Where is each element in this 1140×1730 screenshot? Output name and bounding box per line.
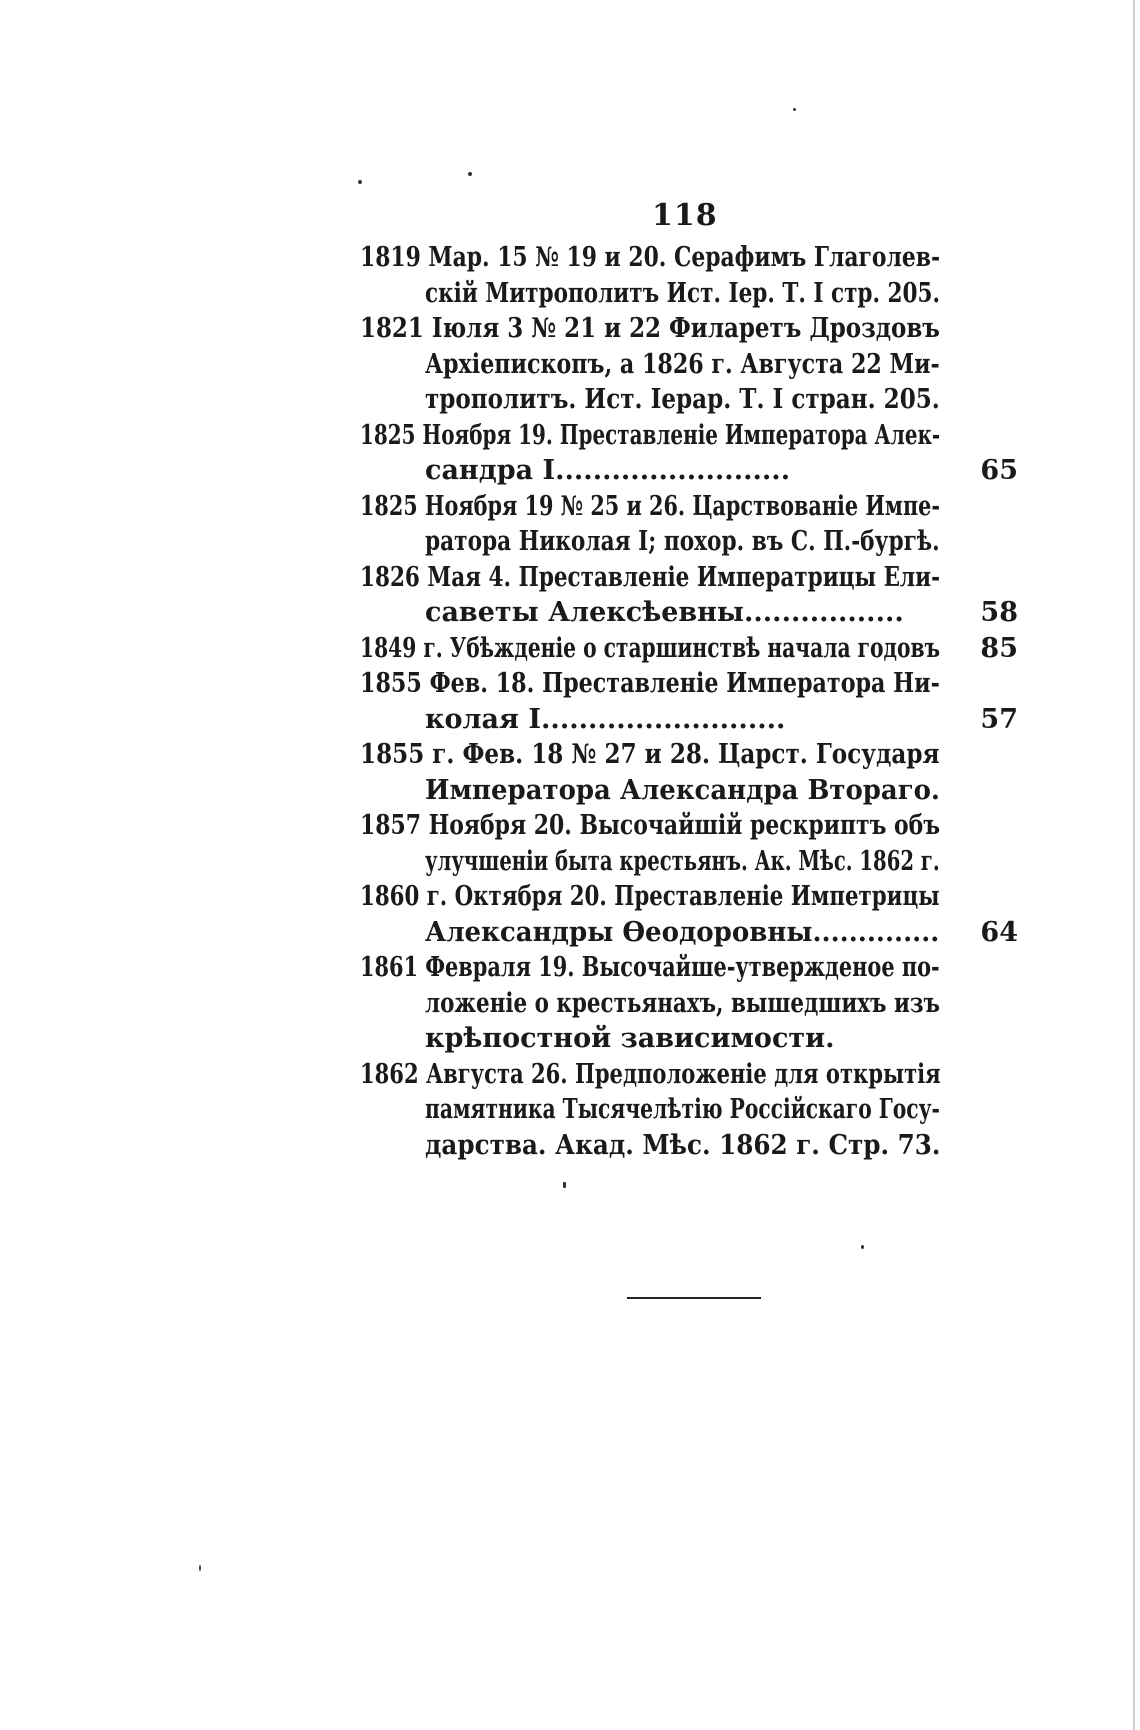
- ink-speck: [563, 1182, 566, 1188]
- chronology-line: [360, 702, 1018, 738]
- chronology-line-text: 1860 г. Октября 20. Преставленіе Импетрицы: [360, 881, 940, 912]
- chronology-line: [360, 595, 1018, 631]
- chronology-line: [360, 773, 940, 809]
- chronology-line: [360, 666, 940, 702]
- chronology-line: [360, 418, 940, 454]
- page-reference: 57: [980, 703, 1018, 735]
- chronology-line: [360, 489, 940, 525]
- chronology-line: [360, 879, 940, 915]
- chronology-line-text: 1849 г. Убѣжденіе о старшинствѣ начала годовъ: [360, 632, 941, 664]
- chronology-line-text: 1861 Февраля 19. Высочайше-утвержденое по-: [360, 952, 940, 983]
- page-reference: 85: [980, 632, 1018, 664]
- chronology-line-text: 1825 Ноября 19. Преставленіе Императора Алек-: [360, 419, 941, 451]
- chronology-line: [360, 1128, 940, 1164]
- chronology-line-text: 1855 Фев. 18. Преставленіе Императора Ни-: [360, 668, 940, 699]
- ink-speck: [468, 172, 472, 176]
- chronology-line: [360, 1092, 940, 1128]
- ink-speck: [861, 1245, 864, 1249]
- chronology-line-text: 1821 Іюля 3 № 21 и 22 Филаретъ Дроздовъ: [360, 313, 940, 344]
- chronology-line-text: скій Митрополитъ Ист. Іер. Т. I стр. 205.: [425, 277, 940, 309]
- chronology-line-text: памятника Тысячелѣтію Россійскаго Госу-: [425, 1094, 940, 1125]
- chronology-line-text: саветы Алексѣевны.................: [425, 597, 904, 628]
- chronology-line: [360, 915, 1018, 951]
- chronology-line: [360, 844, 940, 880]
- page-reference: 58: [980, 597, 1018, 628]
- chronology-line-text: Императора Александра Втораго.: [425, 774, 940, 806]
- page-edge-shadow: [1133, 0, 1135, 1730]
- chronology-line: [360, 737, 940, 773]
- chronology-line: [360, 276, 940, 312]
- chronology-line: [360, 986, 940, 1022]
- chronology-line: [360, 808, 940, 844]
- chronology-line: [360, 347, 940, 383]
- chronology-line: [360, 311, 940, 347]
- page-reference: 64: [980, 916, 1018, 948]
- ink-speck: [199, 1565, 201, 1571]
- chronology-line: [360, 560, 940, 596]
- chronology-line-text: сандра I.........................: [425, 455, 791, 486]
- chronology-list: [360, 240, 1020, 1163]
- end-rule: [627, 1297, 761, 1299]
- chronology-line-text: улучшеніи быта крестьянъ. Ак. Мѣс. 1862 г.: [425, 845, 940, 877]
- chronology-line: [360, 453, 1018, 489]
- chronology-line-text: 1819 Мар. 15 № 19 и 20. Серафимъ Глаголев-: [360, 242, 941, 273]
- chronology-line: [360, 382, 940, 418]
- chronology-line-text: Архіепископъ, а 1826 г. Августа 22 Ми-: [425, 348, 940, 380]
- chronology-line: [360, 240, 940, 276]
- chronology-line-text: трополитъ. Ист. Іерар. Т. I стран. 205.: [425, 384, 940, 415]
- page-reference: 65: [980, 455, 1018, 486]
- chronology-line: [360, 524, 940, 560]
- chronology-line-text: крѣпостной зависимости.: [425, 1023, 835, 1054]
- chronology-line-text: дарства. Акад. Мѣс. 1862 г. Стр. 73.: [425, 1129, 941, 1161]
- chronology-line: [360, 1057, 940, 1093]
- chronology-line: [360, 631, 1018, 667]
- chronology-line: [360, 950, 940, 986]
- chronology-line-text: Александры Ѳеодоровны..............: [425, 916, 940, 948]
- chronology-line-text: ложеніе о крестьянахъ, вышедшихъ изъ: [425, 987, 940, 1019]
- chronology-line-text: 1862 Августа 26. Предположеніе для открытія: [360, 1058, 941, 1090]
- chronology-line: [360, 1021, 940, 1057]
- chronology-line-text: 1826 Мая 4. Преставленіе Императрицы Ели-: [360, 561, 941, 593]
- ink-speck: [793, 108, 796, 111]
- chronology-line-text: 1825 Ноября 19 № 25 и 26. Царствованіе Импе-: [360, 490, 940, 522]
- chronology-line-text: колая I..........................: [425, 703, 786, 735]
- page-number: 118: [652, 198, 718, 233]
- chronology-line-text: ратора Николая I; похор. въ С. П.-бургѣ.: [425, 526, 940, 557]
- chronology-line-text: 1857 Ноября 20. Высочайшій рескриптъ объ: [360, 810, 941, 841]
- ink-speck: [358, 180, 362, 184]
- chronology-line-text: 1855 г. Фев. 18 № 27 и 28. Царст. Государя: [360, 739, 940, 770]
